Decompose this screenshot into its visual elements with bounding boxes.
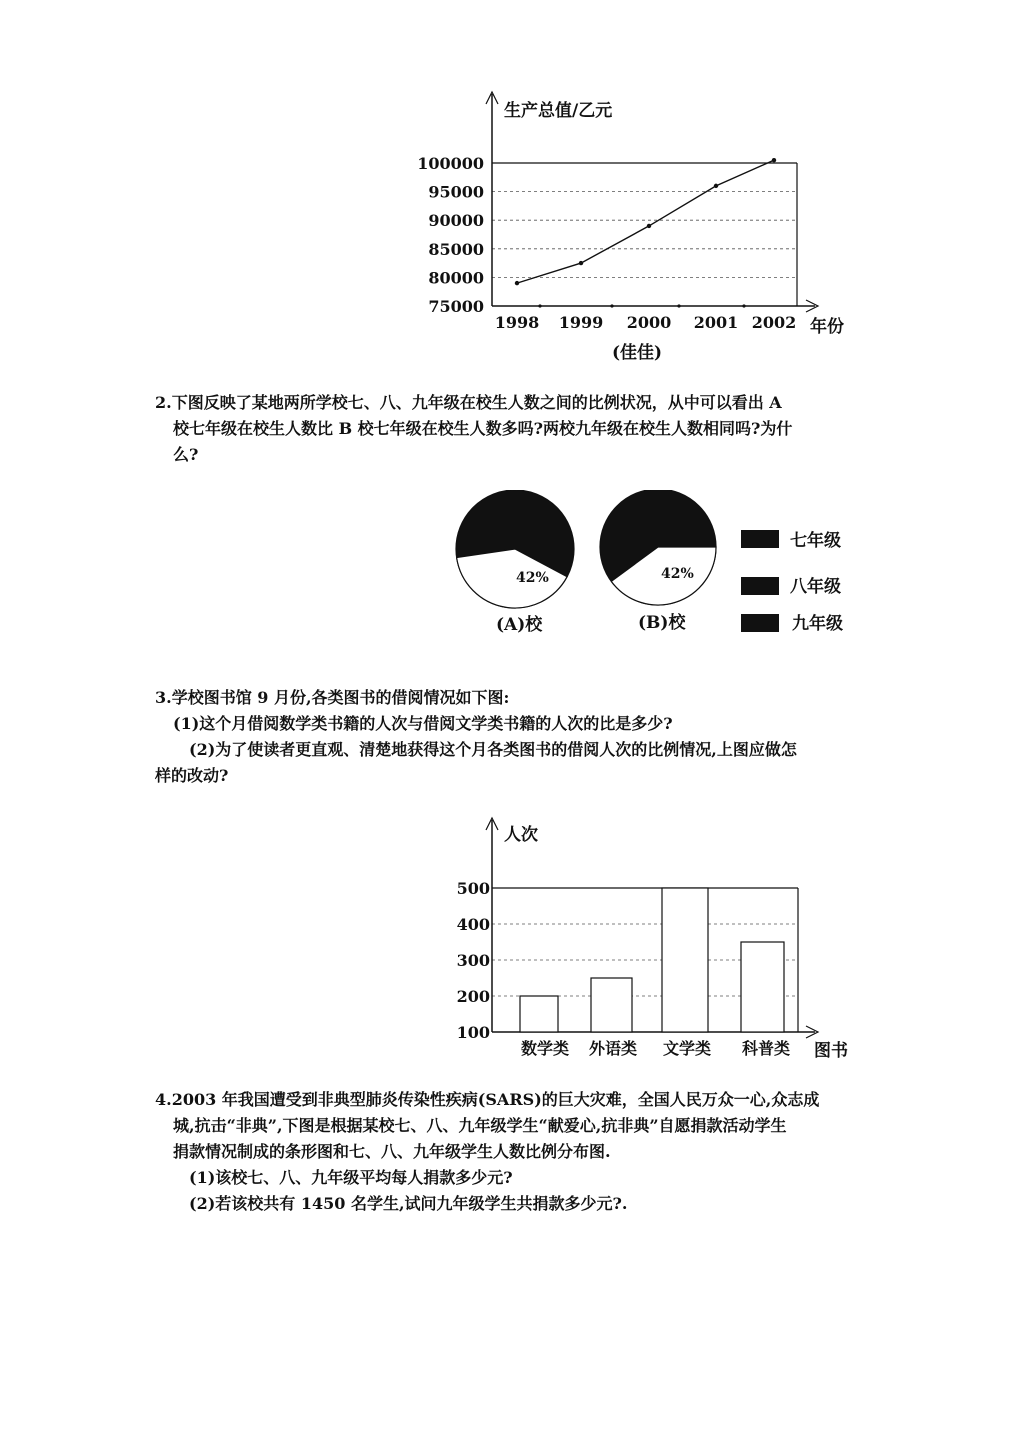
question-2-line-1: 2.下图反映了某地两所学校七、八、九年级在校生人数之间的比例状况，从中可以看出 A: [155, 393, 782, 412]
pie-a-percent-label: 42%: [516, 570, 549, 586]
line-chart-series-line: [517, 160, 774, 283]
line-chart-x-tick-label: 1999: [558, 313, 604, 332]
question-3-line-2: (1)这个月借阅数学类书籍的人次与借阅文学类书籍的人次的比是多少?: [173, 714, 673, 733]
line-chart-x-tick-label: 2000: [626, 313, 672, 332]
pie-a-school-label: (A)校: [496, 615, 543, 635]
school-pie-charts: [440, 490, 870, 645]
bar-chart-y-tick-label: 100: [456, 1023, 490, 1042]
line-chart-point: [515, 281, 519, 285]
bar-chart-y-tick-label: 400: [456, 915, 490, 934]
legend-label-grade-8: 八年级: [790, 577, 841, 597]
line-chart-x-tick-label: 2002: [751, 313, 797, 332]
question-4-line-4: (1)该校七、八、九年级平均每人捐款多少元?: [189, 1168, 513, 1187]
question-4-line-2: 城,抗击“非典”,下图是根据某校七、八、九年级学生“献爱心,抗非典”自愿捐款活动学生: [173, 1116, 787, 1135]
bar-chart-y-tick-label: 500: [456, 879, 490, 898]
pie-chart-school-b: [600, 490, 716, 605]
line-chart-point: [647, 224, 651, 228]
bar-chart-y-ticks: [457, 879, 490, 1042]
bar-3: [741, 942, 784, 1032]
line-chart-y-tick-label: 90000: [428, 211, 484, 231]
question-4: [155, 1087, 875, 1217]
bar-0: [520, 996, 558, 1032]
legend-swatch-grade-9: [741, 614, 779, 632]
question-3-line-1: 3.学校图书馆 9 月份,各类图书的借阅情况如下图:: [155, 688, 510, 707]
question-2-line-2: 校七年级在校生人数比 B 校七年级在校生人数多吗?两校九年级在校生人数相同吗?为什: [173, 419, 793, 438]
question-4-line-5: (2)若该校共有 1450 名学生,试问九年级学生共捐款多少元?.: [189, 1194, 628, 1213]
gdp-line-chart: [400, 80, 880, 370]
line-chart-caption: (佳佳): [612, 343, 663, 363]
line-chart-axis-tick: [742, 304, 745, 307]
line-chart-y-label: 生产总值/乙元: [504, 101, 613, 121]
bar-1: [591, 978, 632, 1032]
line-chart-axis-tick: [610, 304, 613, 307]
line-chart-y-ticks: [417, 154, 484, 316]
question-2-line-3: 么?: [173, 445, 199, 464]
bar-2: [662, 888, 708, 1032]
line-chart-y-tick-label: 95000: [428, 182, 484, 202]
line-chart-axis-tick: [538, 304, 541, 307]
question-3-line-4: 样的改动?: [155, 766, 229, 785]
line-chart-series: [515, 158, 776, 285]
legend-label-grade-9: 九年级: [792, 614, 843, 634]
bar-chart-x-label: 图书: [814, 1041, 848, 1061]
bar-chart-category-label: 外语类: [588, 1039, 638, 1058]
line-chart-point: [772, 158, 776, 162]
legend-label-grade-7: 七年级: [790, 531, 841, 551]
question-4-line-1: 4.2003 年我国遭受到非典型肺炎传染性疾病(SARS)的巨大灾难，全国人民万众一心,众志成: [155, 1090, 820, 1109]
legend-swatch-grade-7: [741, 530, 779, 548]
line-chart-axis-tick: [677, 304, 680, 307]
bar-chart-category-label: 数学类: [520, 1039, 570, 1058]
line-chart-x-ticks: [495, 304, 797, 332]
bar-chart-x-ticks: [521, 1039, 790, 1058]
line-chart-x-tick-label: 2001: [693, 313, 739, 332]
question-2: [155, 390, 875, 468]
question-3: [155, 685, 875, 789]
bar-chart-category-label: 文学类: [662, 1039, 712, 1058]
bar-chart-category-label: 科普类: [741, 1039, 791, 1058]
line-chart-x-label: 年份: [810, 317, 844, 337]
bar-chart-y-tick-label: 300: [456, 951, 490, 970]
question-4-line-3: 捐款情况制成的条形图和七、八、九年级学生人数比例分布图.: [173, 1142, 611, 1161]
line-chart-x-tick-label: 1998: [494, 313, 540, 332]
line-chart-point: [714, 184, 718, 188]
legend-swatch-grade-8: [741, 577, 779, 595]
line-chart-y-tick-label: 100000: [417, 154, 484, 173]
line-chart-y-tick-label: 85000: [428, 239, 484, 259]
pie-b-percent-label: 42%: [661, 566, 694, 582]
bar-chart-y-tick-label: 200: [456, 987, 490, 1006]
line-chart-y-tick-label: 75000: [428, 297, 484, 316]
line-chart-point: [579, 261, 583, 265]
line-chart-grid: [492, 192, 797, 278]
question-3-line-3: (2)为了使读者更直观、清楚地获得这个月各类图书的借阅人次的比例情况,上图应做怎: [189, 740, 797, 759]
pie-b-school-label: (B)校: [638, 613, 686, 633]
bar-chart-y-label: 人次: [504, 825, 538, 845]
line-chart-y-tick-label: 80000: [428, 268, 484, 288]
library-bar-chart: [440, 810, 880, 1070]
pie-chart-school-a: [456, 490, 574, 608]
